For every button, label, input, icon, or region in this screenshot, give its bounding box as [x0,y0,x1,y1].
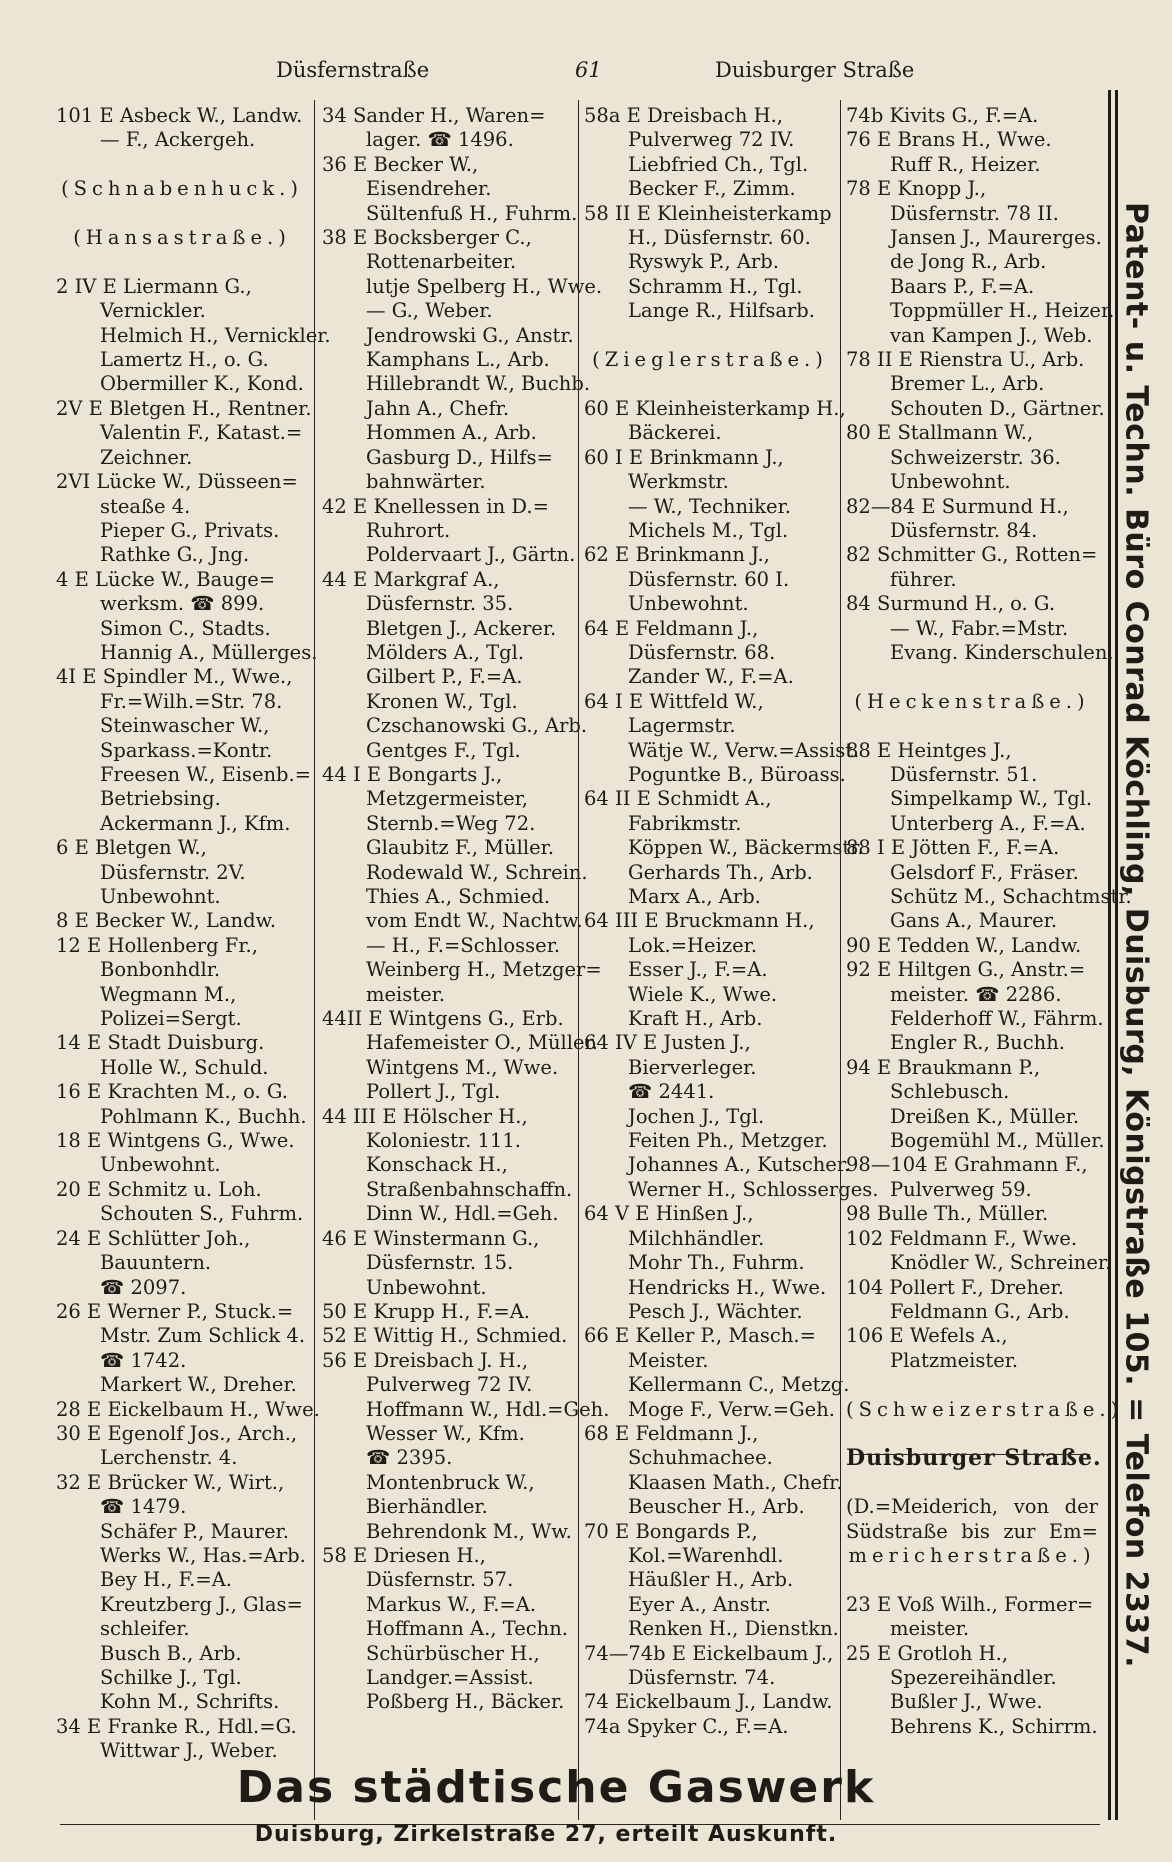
directory-entry: Engler R., Buchh. [890,1031,1065,1055]
directory-entry: Rottenarbeiter. [366,250,517,274]
directory-entry: schleifer. [100,1617,190,1641]
directory-entry: (D.=Meiderich, von der [846,1495,1098,1519]
directory-entry: 76 E Brans H., Wwe. [846,128,1052,152]
spacer [584,324,836,348]
directory-entry: Bogemühl M., Müller. [890,1129,1105,1153]
directory-entry: Unterberg A., F.=A. [890,811,1086,835]
directory-entry: — W., Fabr.=Mstr. [890,616,1069,640]
directory-entry: Wittwar J., Weber. [100,1739,278,1763]
directory-entry: van Kampen J., Web. [890,323,1093,347]
directory-entry: Kol.=Warenhdl. [628,1543,784,1567]
directory-entry: Ruff R., Heizer. [890,152,1041,176]
directory-entry: 14 E Stadt Duisburg. [56,1031,265,1055]
directory-entry: Kohn M., Schrifts. [100,1690,280,1714]
directory-entry: 12 E Hollenberg Fr., [56,933,258,957]
directory-entry: 98—104 E Grahmann F., [846,1153,1088,1177]
directory-column-1 [56,104,331,1764]
directory-entry: 64 IV E Justen J., [584,1031,751,1055]
directory-entry: Ryswyk P., Arb. [628,250,779,274]
directory-entry: Konschack H., [366,1153,508,1177]
directory-entry: Dreißen K., Müller. [890,1104,1080,1128]
directory-entry: Bierverleger. [628,1055,757,1079]
directory-entry: Renken H., Dienstkn. [628,1617,839,1641]
spacer [56,153,308,177]
directory-entry: Behrendonk M., Ww. [366,1519,572,1543]
directory-entry: Gasburg D., Hilfs= [366,445,553,469]
directory-entry: 34 E Franke R., Hdl.=G. [56,1714,297,1738]
directory-entry: bahnwärter. [366,470,486,494]
directory-entry: Werks W., Has.=Arb. [100,1543,306,1567]
directory-entry: Straßenbahnschaffn. [366,1177,573,1201]
directory-entry: Dinn W., Hdl.=Geh. [366,1202,559,1226]
directory-entry: 64 III E Bruckmann H., [584,909,815,933]
directory-entry: Jahn A., Chefr. [366,396,510,420]
directory-entry: Schuhmachee. [628,1446,773,1470]
directory-entry: Unbewohnt. [100,885,221,908]
directory-entry: Bierhändler. [366,1495,488,1519]
directory-entry: Poldervaart J., Gärtn. [366,543,576,567]
directory-entry: 60 E Kleinheisterkamp H., [584,396,846,420]
directory-entry: 88 E Heintges J., [846,738,1012,762]
directory-entry: 68 E Feldmann J., [584,1421,759,1445]
directory-entry: Feiten Ph., Metzger. [628,1129,828,1153]
directory-entry: Unbewohnt. [366,1275,487,1299]
directory-entry: 50 E Krupp H., F.=A. [322,1299,530,1323]
directory-entry: vom Endt W., Nachtw. [366,909,583,933]
directory-entry: 90 E Tedden W., Landw. [846,933,1082,957]
directory-entry: Feldmann G., Arb. [890,1299,1070,1323]
directory-entry: Kronen W., Tgl. [366,689,518,713]
directory-entry: — F., Ackergeh. [100,128,256,152]
directory-entry: Johannes A., Kutscher. [628,1153,851,1177]
header-street-left: Düsfernstraße [276,58,430,82]
directory-entry: Jansen J., Maurerges. [890,226,1102,250]
directory-entry: Polizei=Sergt. [100,1007,242,1031]
directory-entry: Sültenfuß H., Fuhrm. [366,201,578,225]
directory-entry: 58 II E Kleinheisterkamp [584,201,832,225]
directory-entry: Sternb.=Weg 72. [366,811,536,835]
directory-entry: Düsfernstr. 15. [366,1251,514,1275]
directory-entry: Lagermstr. [628,714,736,738]
directory-entry: Düsfernstr. 35. [366,592,514,616]
header-street-right: Duisburger Straße [715,58,915,82]
directory-entry: Simon C., Stadts. [100,616,271,640]
directory-entry: 44II E Wintgens G., Erb. [322,1007,564,1031]
directory-entry: ☎ 2097. [100,1275,187,1299]
directory-entry: Thies A., Schmied. [366,885,551,908]
directory-entry: Koloniestr. 111. [366,1129,521,1153]
directory-entry: Helmich H., Vernickler. [100,323,331,347]
directory-entry: 106 E Wefels A., [846,1324,1008,1348]
directory-entry: meister. [890,1617,970,1641]
directory-entry: 74a Spyker C., F.=A. [584,1714,789,1738]
directory-entry: 46 E Winstermann G., [322,1226,540,1250]
directory-entry: Bletgen J., Ackerer. [366,616,557,640]
directory-entry: Steinwascher W., [100,714,270,738]
directory-entry: 52 E Wittig H., Schmied. [322,1324,568,1348]
directory-entry: 44 III E Hölscher H., [322,1104,528,1128]
directory-entry: Landger.=Assist. [366,1666,534,1689]
directory-entry: 32 E Brücker W., Wirt., [56,1470,285,1494]
directory-entry: Unbewohnt. [100,1153,221,1177]
directory-entry: Jendrowski G., Anstr. [366,323,574,347]
directory-entry: Toppmüller H., Heizer. [890,299,1115,323]
directory-entry: 74 Eickelbaum J., Landw. [584,1690,833,1714]
directory-entry: Zeichner. [100,445,193,469]
directory-entry: Bußler J., Wwe. [890,1690,1043,1714]
directory-entry: Milchhändler. [628,1226,765,1250]
directory-entry: 101 E Asbeck W., Landw. [56,104,303,127]
directory-entry: Mstr. Zum Schlick 4. [100,1324,306,1348]
directory-entry: 23 E Voß Wilh., Former= [846,1592,1094,1616]
directory-entry: Hoffmann W., Hdl.=Geh. [366,1397,610,1421]
directory-entry: Wesser W., Kfm. [366,1421,525,1445]
directory-entry: Eisendreher. [366,177,492,201]
directory-entry: Marx A., Arb. [628,885,761,908]
directory-entry: 2V E Bletgen H., Rentner. [56,396,312,420]
directory-entry: de Jong R., Arb. [890,250,1047,274]
directory-entry: führer. [890,567,957,591]
directory-entry: lager. ☎ 1496. [366,128,514,152]
directory-entry: Baars P., F.=A. [890,274,1035,298]
section-rule [852,1454,1090,1455]
directory-entry: 4I E Spindler M., Wwe., [56,665,293,689]
directory-entry: 24 E Schlütter Joh., [56,1226,251,1250]
directory-entry: Rathke G., Jng. [100,543,250,567]
directory-entry: Mohr Th., Fuhrm. [628,1251,805,1275]
directory-entry: Poßberg H., Bäcker. [366,1690,565,1714]
directory-entry: 102 Feldmann F., Wwe. [846,1226,1078,1250]
directory-entry: 62 E Brinkmann J., [584,543,770,567]
directory-entry: Pulverweg 72 IV. [628,128,795,152]
directory-entry: 34 Sander H., Waren= [322,104,546,127]
directory-entry: Kreutzberg J., Glas= [100,1592,303,1616]
directory-entry: meister. ☎ 2286. [890,982,1062,1006]
directory-entry: 78 II E Rienstra U., Arb. [846,348,1085,372]
directory-entry: 8 E Becker W., Landw. [56,909,277,933]
directory-entry: 80 E Stallmann W., [846,421,1034,445]
directory-entry: Wintgens M., Wwe. [366,1055,559,1079]
directory-entry: Kamphans L., Arb. [366,348,550,372]
directory-entry: 56 E Dreisbach J. H., [322,1348,529,1372]
directory-entry: Schilke J., Tgl. [100,1666,242,1689]
directory-entry: Platzmeister. [890,1348,1019,1372]
side-rule [1108,90,1111,1820]
directory-entry: Bonbonhdlr. [100,958,221,982]
directory-entry: Werner H., Schlosserges. [628,1177,879,1201]
directory-entry: ☎ 2441. [628,1080,715,1104]
directory-entry: 70 E Bongards P., [584,1519,758,1543]
directory-entry: 82 Schmitter G., Rotten= [846,543,1098,567]
spacer [846,1373,1098,1397]
directory-entry: werksm. ☎ 899. [100,592,265,616]
directory-entry: 74b Kivits G., F.=A. [846,104,1039,127]
spacer [56,202,308,226]
spacer [846,1422,1098,1446]
spacer [846,665,1098,689]
directory-entry: Ackermann J., Kfm. [100,811,291,835]
directory-entry: Becker F., Zimm. [628,177,796,201]
directory-entry: Pulverweg 59. [890,1177,1032,1201]
directory-column-4 [846,104,1132,1739]
directory-entry: 4 E Lücke W., Bauge= [56,567,276,591]
directory-entry: Gans A., Maurer. [890,909,1058,933]
directory-entry: Meister. [628,1348,709,1372]
directory-entry: Lange R., Hilfsarb. [628,299,815,323]
directory-entry: 28 E Eickelbaum H., Wwe. [56,1397,320,1421]
directory-entry: Michels M., Tgl. [628,518,789,542]
directory-entry: (Hansastraße.) [73,226,291,250]
directory-entry: 88 I E Jötten F., F.=A. [846,836,1060,860]
directory-entry: Düsfernstr. 74. [628,1666,776,1689]
directory-entry: Spezereihändler. [890,1666,1057,1689]
directory-entry: 18 E Wintgens G., Wwe. [56,1129,295,1153]
directory-entry: Köppen W., Bäckermstr. [628,836,864,860]
directory-entry: Kellermann C., Metzg. [628,1373,850,1397]
directory-entry: 20 E Schmitz u. Loh. [56,1177,262,1201]
directory-entry: Gentges F., Tgl. [366,738,521,762]
directory-entry: 42 E Knellessen in D.= [322,494,549,518]
directory-entry: mericherstraße.) [848,1543,1096,1567]
directory-entry: meister. [366,982,446,1006]
directory-entry: steaße 4. [100,494,191,518]
directory-entry: 64 E Feldmann J., [584,616,759,640]
directory-entry: Zander W., F.=A. [628,665,794,689]
directory-entry: Betriebsing. [100,787,221,811]
directory-entry: Mölders A., Tgl. [366,640,525,664]
directory-entry: (Heckenstraße.) [854,689,1090,713]
directory-entry: 16 E Krachten M., o. G. [56,1080,289,1104]
directory-entry: Montenbruck W., [366,1470,535,1494]
directory-entry: 25 E Grotloh H., [846,1641,1009,1665]
directory-entry: ☎ 2395. [366,1446,453,1470]
directory-entry: Bey H., F.=A. [100,1568,232,1592]
directory-entry: — W., Techniker. [628,494,791,518]
directory-entry: 58 E Driesen H., [322,1543,486,1567]
spacer [584,372,836,396]
directory-entry: Markus W., F.=A. [366,1592,537,1616]
directory-entry: Poguntke B., Büroass. [628,762,846,786]
directory-entry: Gerhards Th., Arb. [628,860,813,884]
directory-entry: 104 Pollert F., Dreher. [846,1275,1064,1299]
directory-entry: Valentin F., Katast.= [100,421,303,445]
directory-entry: Markert W., Dreher. [100,1373,297,1397]
directory-entry: 6 E Bletgen W., [56,836,207,860]
directory-entry: Holle W., Schuld. [100,1055,269,1079]
side-advertisement-text: Patent- u. Techn. Büro Conrad Köchling, Duisburg, Königstraße 105. = Telefon 2337. [1118,202,1154,1669]
directory-entry: Simpelkamp W., Tgl. [890,787,1093,811]
directory-column-3 [584,104,879,1739]
directory-entry: Weinberg H., Metzger= [366,958,602,982]
directory-column-2 [322,104,610,1715]
directory-entry: Kraft H., Arb. [628,1007,763,1031]
directory-entry: Evang. Kinderschulen. [890,640,1114,664]
directory-entry: 60 I E Brinkmann J., [584,445,784,469]
directory-entry: Moge F., Verw.=Geh. [628,1397,835,1421]
directory-entry: (Schnabenhuck.) [61,177,303,201]
directory-entry: Eyer A., Anstr. [628,1592,771,1616]
directory-entry: Hommen A., Arb. [366,421,537,445]
directory-entry: Metzgermeister, [366,787,528,811]
directory-entry: Bauuntern. [100,1251,212,1275]
directory-entry: Jochen J., Tgl. [628,1104,765,1128]
column-divider [840,100,841,1820]
directory-entry: Duisburger Straße. [846,1445,1102,1472]
directory-entry: Pieper G., Privats. [100,518,280,542]
directory-entry: H., Düsfernstr. 60. [628,226,811,250]
directory-entry: Busch B., Arb. [100,1641,242,1665]
directory-entry: Schäfer P., Maurer. [100,1519,289,1543]
directory-entry: Bremer L., Arb. [890,372,1045,396]
directory-entry: ☎ 1742. [100,1348,187,1372]
directory-entry: Klaasen Math., Chefr. [628,1470,843,1494]
directory-entry: (Zieglerstraße.) [592,348,828,372]
directory-entry: Hendricks H., Wwe. [628,1275,827,1299]
directory-entry: Hafemeister O., Müller. [366,1031,598,1055]
directory-entry: Knödler W., Schreiner. [890,1251,1112,1275]
directory-entry: Schramm H., Tgl. [628,274,803,298]
directory-entry: Rodewald W., Schrein. [366,860,588,884]
directory-entry: Düsfernstr. 78 II. [890,201,1059,225]
directory-entry: Pulverweg 72 IV. [366,1373,533,1397]
directory-entry: Fr.=Wilh.=Str. 78. [100,689,283,713]
directory-entry: ☎ 1479. [100,1495,187,1519]
directory-entry: Düsfernstr. 84. [890,518,1038,542]
directory-entry: Düsfernstr. 68. [628,640,776,664]
directory-entry: Glaubitz F., Müller. [366,836,555,860]
directory-entry: Hillebrandt W., Buchb. [366,372,591,396]
directory-entry: 26 E Werner P., Stuck.= [56,1299,294,1323]
directory-entry: Behrens K., Schirrm. [890,1714,1098,1738]
directory-entry: Schouten D., Gärtner. [890,396,1105,420]
page-number: 61 [575,58,602,82]
spacer [846,714,1098,738]
directory-entry: — H., F.=Schlosser. [366,933,561,957]
directory-entry: Unbewohnt. [890,470,1011,494]
directory-entry: Obermiller K., Kond. [100,372,304,396]
directory-entry: Vernickler. [100,299,206,323]
spacer [846,1568,1098,1592]
directory-entry: Ruhrort. [366,518,451,542]
directory-entry: Hoffmann A., Techn. [366,1617,568,1641]
directory-entry: 98 Bulle Th., Müller. [846,1202,1049,1226]
directory-entry: Beuscher H., Arb. [628,1495,805,1519]
directory-entry: Felderhoff W., Fährm. [890,1007,1104,1031]
directory-entry: 38 E Bocksberger C., [322,226,532,250]
directory-entry: Südstraße bis zur Em= [846,1519,1098,1543]
directory-entry: Lok.=Heizer. [628,933,758,957]
directory-entry: 78 E Knopp J., [846,177,987,201]
directory-entry: 2VI Lücke W., Düsseen= [56,470,298,494]
column-divider [578,100,579,1820]
directory-entry: Unbewohnt. [628,592,749,616]
directory-entry: Düsfernstr. 2V. [100,860,246,884]
directory-entry: Esser J., F.=A. [628,958,768,982]
directory-entry: Düsfernstr. 51. [890,762,1038,786]
directory-entry: Häußler H., Arb. [628,1568,794,1592]
directory-entry: 84 Surmund H., o. G. [846,592,1056,616]
directory-entry: Werkmstr. [628,470,729,494]
directory-entry: 64 I E Wittfeld W., [584,689,764,713]
directory-entry: Sparkass.=Kontr. [100,738,273,762]
side-advertisement [1106,90,1166,1820]
footer-advertisement-title: Das städtische Gaswerk [236,1762,876,1813]
directory-entry: Freesen W., Eisenb.= [100,762,312,786]
directory-entry: Lerchenstr. 4. [100,1446,238,1470]
directory-entry: Gilbert P., F.=A. [366,665,523,689]
page-header [60,58,1100,92]
directory-entry: Düsfernstr. 60 I. [628,567,790,591]
directory-entry: 2 IV E Liermann G., [56,274,252,298]
directory-entry: Wiele K., Wwe. [628,982,778,1006]
directory-entry: Schürbüscher H., [366,1641,540,1665]
directory-entry: Wegmann M., [100,982,237,1006]
directory-entry: 94 E Braukmann P., [846,1055,1041,1079]
directory-entry: 66 E Keller P., Masch.= [584,1324,816,1348]
directory-entry: 74—74b E Eickelbaum J., [584,1641,834,1665]
directory-entry: Bäckerei. [628,421,722,445]
directory-entry: 58a E Dreisbach H., [584,104,783,127]
directory-entry: Pesch J., Wächter. [628,1299,803,1323]
directory-entry: Czschanowski G., Arb. [366,714,588,738]
directory-entry: Gelsdorf F., Fräser. [890,860,1079,884]
directory-entry: 82—84 E Surmund H., [846,494,1069,518]
directory-entry: Schütz M., Schachtmstr. [890,885,1132,908]
directory-entry: — G., Weber. [366,299,493,323]
column-divider [314,100,315,1820]
directory-entry: 44 E Markgraf A., [322,567,500,591]
directory-entry: 36 E Becker W., [322,152,479,176]
spacer [846,1471,1098,1495]
directory-entry: 44 I E Bongarts J., [322,762,503,786]
directory-entry: Schouten S., Fuhrm. [100,1202,304,1226]
directory-entry: Düsfernstr. 57. [366,1568,514,1592]
directory-entry: Fabrikmstr. [628,811,742,835]
directory-entry: Liebfried Ch., Tgl. [628,152,809,176]
directory-entry: 30 E Egenolf Jos., Arch., [56,1421,298,1445]
directory-entry: lutje Spelberg H., Wwe. [366,274,603,298]
footer-advertisement-subtitle: Duisburg, Zirkelstraße 27, erteilt Auskunft. [254,1822,838,1847]
directory-entry: Pollert J., Tgl. [366,1080,501,1104]
directory-entry: 64 V E Hinßen J., [584,1202,754,1226]
directory-entry: Pohlmann K., Buchh. [100,1104,307,1128]
directory-entry: (Schweizerstraße.) [846,1397,1124,1421]
directory-entry: Schlebusch. [890,1080,1010,1104]
directory-entry: 64 II E Schmidt A., [584,787,772,811]
directory-entry: Schweizerstr. 36. [890,445,1061,469]
directory-entry: Hannig A., Müllerges. [100,640,318,664]
directory-entry: Wätje W., Verw.=Assist. [628,738,860,762]
directory-entry: Lamertz H., o. G. [100,348,269,372]
spacer [56,250,308,274]
directory-entry: 92 E Hiltgen G., Anstr.= [846,958,1086,982]
